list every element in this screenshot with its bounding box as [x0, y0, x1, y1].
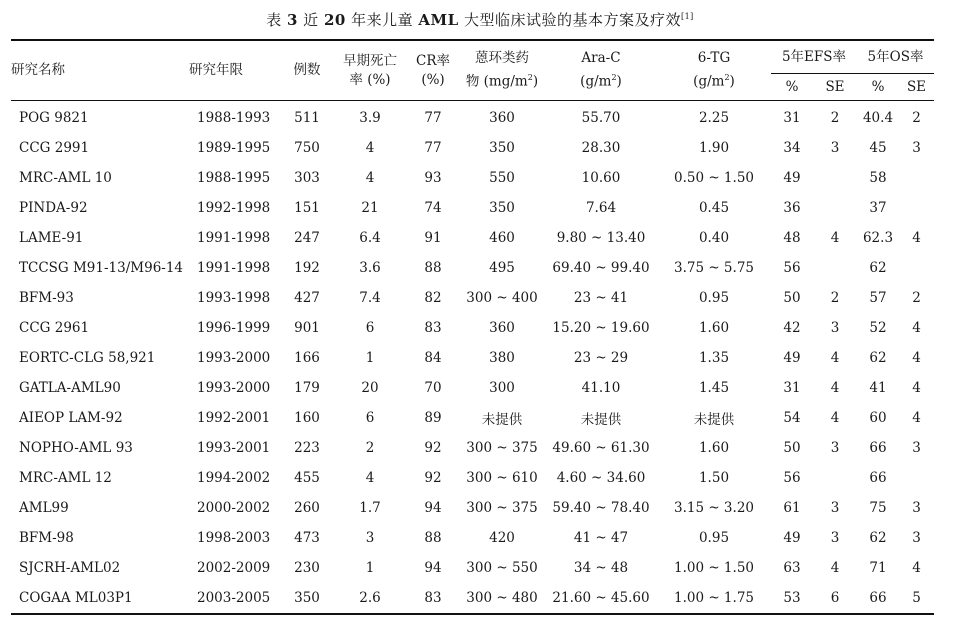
table-header: [11, 40, 934, 101]
cell-case-count: 160: [294, 410, 320, 426]
header-os-se: SE: [906, 79, 927, 95]
cell-efs-se: 3: [830, 530, 840, 546]
cell-early-death: 3: [365, 530, 375, 546]
cell-efs-se: 3: [830, 320, 840, 336]
cell-anthracycline: 300 ~ 375: [466, 440, 538, 456]
cell-efs-se: 4: [830, 560, 840, 576]
caption-aml: AML: [418, 11, 459, 29]
cell-cr-rate: 70: [424, 380, 442, 396]
cell-study-name: TCCSG M91-13/M96-14: [19, 260, 184, 276]
cell-efs-pct: 49: [783, 350, 801, 366]
cell-study-years: 1998-2003: [197, 530, 271, 546]
cell-anthracycline: 350: [489, 200, 515, 216]
cell-6tg: 0.50 ~ 1.50: [673, 170, 754, 186]
cell-os-se: [899, 463, 934, 493]
cell-study-years: 1988-1993: [197, 110, 271, 126]
cell-efs-se: 3: [830, 140, 840, 156]
cell-os-se: 4: [912, 380, 921, 396]
cell-cr-rate: 88: [424, 260, 442, 276]
table-row: [11, 163, 934, 193]
cell-os-pct: 57: [869, 290, 887, 306]
cell-anthracycline: 360: [489, 110, 515, 126]
cell-os-pct: 41: [869, 380, 887, 396]
cell-ara-c: 23 ~ 41: [573, 290, 629, 306]
cell-early-death: 4: [365, 140, 375, 156]
table-row: [11, 343, 934, 373]
cell-os-pct: 45: [869, 140, 887, 156]
cell-efs-pct: 34: [783, 140, 801, 156]
cell-case-count: 230: [294, 560, 320, 576]
table-body: [11, 101, 934, 615]
cell-ara-c: 23 ~ 29: [573, 350, 629, 366]
header-os: 5年OS率: [857, 40, 934, 74]
header-anth-line2: 物 (mg/m: [465, 73, 528, 90]
cell-ara-c: 34 ~ 48: [573, 560, 629, 576]
cell-study-name: MRC-AML 10: [19, 170, 112, 186]
cell-6tg: 未提供: [693, 412, 735, 428]
cell-early-death: 4: [365, 470, 375, 486]
cell-anthracycline: 420: [489, 530, 515, 546]
cell-6tg: 1.00 ~ 1.75: [673, 590, 754, 606]
cell-efs-pct: 31: [783, 110, 801, 126]
table-row: [11, 493, 934, 523]
cell-ara-c: 55.70: [581, 110, 621, 126]
cell-ara-c: 41.10: [581, 380, 621, 396]
cell-ara-c: 9.80 ~ 13.40: [556, 230, 646, 246]
cell-os-se: [899, 253, 934, 283]
header-os-pct: %: [871, 79, 885, 95]
header-cr-line1: CR率: [416, 52, 450, 69]
cell-study-years: 1993-2000: [197, 380, 271, 396]
cell-os-pct: 66: [869, 590, 887, 606]
cell-efs-pct: 63: [783, 560, 801, 576]
cell-os-se: 2: [912, 290, 921, 306]
header-cr-line2: (%): [421, 71, 445, 88]
cell-cr-rate: 83: [424, 320, 442, 336]
cell-6tg: 0.95: [698, 290, 730, 306]
cell-ara-c: 59.40 ~ 78.40: [552, 500, 650, 516]
header-anth-sup: 2: [527, 73, 533, 83]
cell-6tg: 0.40: [698, 230, 730, 246]
cell-6tg: 1.45: [698, 380, 730, 396]
cell-study-name: BFM-98: [19, 530, 74, 546]
cell-study-name: AIEOP LAM-92: [19, 410, 123, 426]
table-row: [11, 523, 934, 553]
cell-os-pct: 62: [869, 260, 887, 276]
cell-os-pct: 66: [869, 470, 887, 486]
cell-study-name: BFM-93: [19, 290, 74, 306]
cell-cr-rate: 91: [424, 230, 442, 246]
cell-ara-c: 21.60 ~ 45.60: [552, 590, 650, 606]
cell-efs-pct: 53: [783, 590, 801, 606]
cell-6tg: 1.90: [698, 140, 730, 156]
cell-study-name: AML99: [19, 500, 69, 516]
cell-ara-c: 未提供: [580, 412, 622, 428]
cell-early-death: 2.6: [359, 590, 381, 606]
table-row: [11, 253, 934, 283]
caption-number: 3: [286, 11, 298, 29]
header-arac-close: ): [616, 73, 622, 90]
cell-anthracycline: 300 ~ 550: [466, 560, 538, 576]
cell-case-count: 151: [294, 200, 320, 216]
table-row: [11, 313, 934, 343]
cell-efs-pct: 50: [783, 440, 801, 456]
header-tg-close: ): [729, 73, 735, 90]
cell-cr-rate: 88: [424, 530, 442, 546]
header-study-years: 研究年限: [189, 62, 243, 78]
header-ara-c: [545, 40, 657, 101]
cell-case-count: 247: [294, 230, 320, 246]
cell-efs-pct: 48: [783, 230, 801, 246]
cell-study-name: COGAA ML03P1: [19, 590, 133, 606]
cell-anthracycline: 300 ~ 375: [466, 500, 538, 516]
cell-cr-rate: 84: [424, 350, 442, 366]
caption-prefix: 表: [266, 11, 287, 29]
header-tg-sup: 2: [724, 73, 730, 83]
cell-early-death: 20: [361, 380, 379, 396]
cell-case-count: 455: [294, 470, 320, 486]
cell-early-death: 21: [361, 200, 379, 216]
cell-os-se: 3: [912, 530, 921, 546]
cell-early-death: 7.4: [359, 290, 381, 306]
cell-case-count: 303: [294, 170, 320, 186]
cell-cr-rate: 83: [424, 590, 442, 606]
cell-os-se: 4: [912, 560, 921, 576]
caption-text-b: 年来儿童: [345, 11, 419, 29]
cell-os-pct: 62: [869, 350, 887, 366]
cell-os-se: 5: [912, 590, 921, 606]
cell-efs-pct: 42: [783, 320, 801, 336]
caption-text-a: 近: [297, 11, 324, 29]
cell-study-name: POG 9821: [19, 110, 89, 126]
cell-efs-se: 4: [830, 410, 840, 426]
cell-study-name: SJCRH-AML02: [19, 560, 121, 576]
cell-study-years: 2003-2005: [197, 590, 271, 606]
cell-efs-se: 4: [830, 230, 840, 246]
cell-os-pct: 37: [869, 200, 887, 216]
cell-case-count: 166: [294, 350, 320, 366]
cell-6tg: 1.60: [698, 440, 730, 456]
cell-os-se: [899, 163, 934, 193]
cell-efs-pct: 56: [783, 260, 801, 276]
cell-os-se: 2: [912, 110, 921, 126]
cell-early-death: 1.7: [359, 500, 381, 516]
cell-ara-c: 10.60: [581, 170, 621, 186]
cell-anthracycline: 550: [489, 170, 515, 186]
header-anthracycline: [459, 40, 545, 101]
table-row: [11, 101, 934, 134]
table-row: [11, 373, 934, 403]
cell-anthracycline: 495: [489, 260, 515, 276]
cell-efs-pct: 50: [783, 290, 801, 306]
cell-study-years: 1996-1999: [197, 320, 271, 336]
cell-early-death: 1: [365, 350, 375, 366]
table-row: [11, 403, 934, 433]
cell-anthracycline: 460: [489, 230, 515, 246]
cell-cr-rate: 74: [424, 200, 442, 216]
cell-efs-pct: 56: [783, 470, 801, 486]
cell-efs-pct: 54: [783, 410, 801, 426]
cell-early-death: 3.6: [359, 260, 381, 276]
header-case-count: 例数: [293, 62, 321, 78]
table-row: [11, 583, 934, 614]
cell-6tg: 1.00 ~ 1.50: [673, 560, 754, 576]
cell-study-name: GATLA-AML90: [19, 380, 121, 396]
cell-case-count: 192: [294, 260, 320, 276]
cell-os-pct: 58: [869, 170, 887, 186]
cell-cr-rate: 82: [424, 290, 442, 306]
cell-early-death: 6.4: [359, 230, 381, 246]
cell-ara-c: 69.40 ~ 99.40: [552, 260, 650, 276]
cell-study-name: EORTC-CLG 58,921: [19, 350, 156, 366]
cell-os-se: 3: [912, 500, 921, 516]
cell-case-count: 427: [294, 290, 320, 306]
cell-os-pct: 62: [869, 530, 887, 546]
cell-study-name: PINDA-92: [19, 200, 88, 216]
cell-case-count: 511: [294, 110, 320, 126]
cell-anthracycline: 300: [489, 380, 515, 396]
cell-os-pct: 66: [869, 440, 887, 456]
cell-case-count: 473: [294, 530, 320, 546]
table-row: [11, 463, 934, 493]
cell-os-se: 3: [912, 440, 921, 456]
header-6tg: [657, 40, 771, 101]
cell-study-years: 1993-1998: [197, 290, 271, 306]
cell-cr-rate: 89: [424, 410, 442, 426]
cell-study-name: MRC-AML 12: [19, 470, 112, 486]
cell-ara-c: 28.30: [581, 140, 621, 156]
cell-6tg: 3.75 ~ 5.75: [673, 260, 754, 276]
cell-os-pct: 71: [869, 560, 887, 576]
cell-efs-se: 4: [830, 350, 840, 366]
cell-os-se: 4: [912, 410, 921, 426]
cell-study-years: 1994-2002: [197, 470, 271, 486]
header-arac-line1: Ara-C: [581, 50, 621, 67]
cell-ara-c: 7.64: [585, 200, 617, 216]
cell-os-pct: 52: [869, 320, 887, 336]
header-early-death-line2: 率 (%): [349, 71, 391, 88]
cell-case-count: 750: [294, 140, 320, 156]
cell-anthracycline: 360: [489, 320, 515, 336]
cell-case-count: 901: [294, 320, 320, 336]
cell-6tg: 0.95: [698, 530, 730, 546]
cell-anthracycline: 300 ~ 610: [466, 470, 538, 486]
cell-study-years: 1988-1995: [197, 170, 271, 186]
cell-cr-rate: 92: [424, 470, 442, 486]
cell-case-count: 350: [294, 590, 320, 606]
cell-anthracycline: 300 ~ 480: [466, 590, 538, 606]
cell-cr-rate: 94: [424, 500, 442, 516]
table-row: [11, 283, 934, 313]
header-tg-line2: (g/m: [693, 73, 725, 90]
header-study-name: 研究名称: [11, 62, 65, 78]
cell-cr-rate: 93: [424, 170, 442, 186]
header-anth-close: ): [532, 73, 539, 90]
cell-ara-c: 49.60 ~ 61.30: [552, 440, 650, 456]
cell-efs-se: [813, 253, 857, 283]
cell-os-pct: 75: [869, 500, 887, 516]
cell-study-years: 2000-2002: [197, 500, 271, 516]
cell-os-se: [899, 193, 934, 223]
cell-efs-pct: 31: [783, 380, 801, 396]
caption-text-c: 大型临床试验的基本方案及疗效: [458, 11, 681, 29]
cell-study-years: 1991-1998: [197, 260, 271, 276]
header-efs: 5年EFS率: [771, 40, 857, 74]
cell-efs-se: 4: [830, 380, 840, 396]
cell-efs-se: [813, 463, 857, 493]
cell-6tg: 0.45: [698, 200, 730, 216]
cell-early-death: 4: [365, 170, 375, 186]
cell-efs-se: 2: [830, 290, 840, 306]
header-efs-se: SE: [825, 79, 845, 95]
header-tg-line1: 6-TG: [697, 50, 731, 67]
cell-efs-pct: 49: [783, 530, 801, 546]
header-arac-sup: 2: [611, 73, 617, 83]
cell-efs-se: 6: [830, 590, 840, 606]
cell-os-pct: 60: [869, 410, 887, 426]
cell-cr-rate: 77: [424, 140, 442, 156]
cell-study-name: LAME-91: [19, 230, 84, 246]
cell-study-name: CCG 2991: [19, 140, 90, 156]
cell-early-death: 2: [365, 440, 375, 456]
cell-os-se: 4: [912, 350, 921, 366]
header-early-death-line1: 早期死亡: [343, 52, 397, 69]
cell-os-pct: 40.4: [862, 110, 894, 126]
cell-early-death: 1: [365, 560, 375, 576]
cell-efs-se: 3: [830, 440, 840, 456]
caption-years: 20: [323, 11, 346, 29]
header-early-death: [333, 40, 407, 101]
cell-efs-se: 3: [830, 500, 840, 516]
header-arac-line2: (g/m: [580, 73, 612, 90]
header-efs-pct: %: [785, 79, 799, 95]
cell-early-death: 6: [365, 410, 375, 426]
caption-reference: [1]: [680, 12, 694, 21]
cell-efs-se: [813, 193, 857, 223]
cell-cr-rate: 92: [424, 440, 442, 456]
cell-case-count: 223: [294, 440, 320, 456]
cell-efs-pct: 49: [783, 170, 801, 186]
cell-study-years: 1993-2000: [197, 350, 271, 366]
cell-cr-rate: 94: [424, 560, 442, 576]
header-anth-line1: 蒽环类药: [475, 50, 529, 67]
table-row: [11, 223, 934, 253]
cell-study-years: 2002-2009: [197, 560, 271, 576]
cell-efs-se: [813, 163, 857, 193]
table-row: [11, 193, 934, 223]
table-row: [11, 133, 934, 163]
trials-table: [11, 39, 934, 615]
cell-study-years: 1993-2001: [197, 440, 271, 456]
cell-study-name: CCG 2961: [19, 320, 90, 336]
cell-case-count: 179: [294, 380, 320, 396]
cell-os-se: 4: [912, 230, 921, 246]
table-row: [11, 553, 934, 583]
cell-anthracycline: 350: [489, 140, 515, 156]
cell-anthracycline: 380: [489, 350, 515, 366]
cell-os-pct: 62.3: [862, 230, 894, 246]
table-row: [11, 433, 934, 463]
cell-efs-se: 2: [830, 110, 840, 126]
cell-os-se: 3: [912, 140, 921, 156]
cell-os-se: 4: [912, 320, 921, 336]
cell-study-years: 1992-2001: [197, 410, 271, 426]
cell-6tg: 1.60: [698, 320, 730, 336]
cell-case-count: 260: [294, 500, 320, 516]
cell-6tg: 1.50: [698, 470, 730, 486]
cell-6tg: 1.35: [698, 350, 730, 366]
cell-study-years: 1992-1998: [197, 200, 271, 216]
cell-study-years: 1991-1998: [197, 230, 271, 246]
cell-study-name: NOPHO-AML 93: [19, 440, 133, 456]
cell-6tg: 2.25: [698, 110, 730, 126]
cell-study-years: 1989-1995: [197, 140, 271, 156]
cell-ara-c: 4.60 ~ 34.60: [556, 470, 646, 486]
cell-cr-rate: 77: [424, 110, 442, 126]
cell-early-death: 3.9: [359, 110, 381, 126]
cell-ara-c: 41 ~ 47: [573, 530, 629, 546]
cell-6tg: 3.15 ~ 3.20: [673, 500, 754, 516]
cell-efs-pct: 36: [783, 200, 801, 216]
cell-ara-c: 15.20 ~ 19.60: [552, 320, 650, 336]
cell-efs-pct: 61: [783, 500, 801, 516]
table-caption: [0, 9, 960, 30]
header-cr-rate: [407, 40, 459, 101]
cell-early-death: 6: [365, 320, 375, 336]
cell-anthracycline: 未提供: [481, 412, 523, 428]
cell-anthracycline: 300 ~ 400: [466, 290, 538, 306]
